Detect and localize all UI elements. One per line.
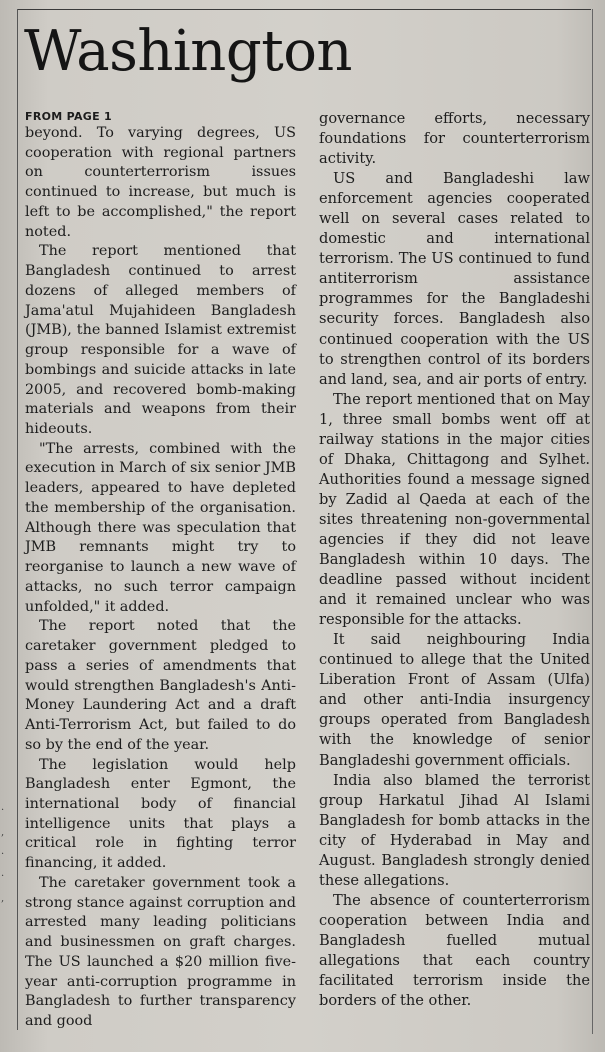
left-paragraph-2: The report mentioned that Bangladesh continued to arrest dozens of alleged members of Jama'atul Mujahideen Bangladesh (JMB), the banned Islamist extremist group responsible for a wave of bombings and suicide attacks in late 2005, and recovered bomb-making materials and weapons from their hideouts.	[25, 243, 296, 438]
headline: Washington	[24, 19, 352, 84]
left-paragraph-3: "The arrests, combined with the execution in March of six senior JMB leaders, appeared to have depleted the membership of the organisation. Although there was speculation that JMB remnants might try to reorganise to launch a new wave of attacks, no such terror campaign unfolded," it added.	[25, 440, 296, 615]
right-paragraph-1: governance efforts, necessary foundations for counterterrorism activity.	[319, 110, 590, 168]
left-column	[25, 108, 296, 1032]
right-edge-rule	[592, 9, 593, 1034]
left-paragraph-6: The caretaker government took a strong stance against corruption and arrested many leading politicians and businessmen on graft charges. The US launched a $20 million five-year anti-corruption programme in Bangladesh to further transparency and good	[25, 874, 296, 1030]
right-paragraph-3: The report mentioned that on May 1, three small bombs went off at railway stations in the major cities of Dhaka, Chittagong and Sylhet. Authorities found a message signed by Zadid al Qaeda at each of the sites threatening non-governmental agencies if they did not leave Bangladesh within 10 days. The deadline passed without incident and it remained unclear who was responsible for the attacks.	[319, 390, 590, 629]
right-paragraph-6: The absence of counterterrorism cooperation between India and Bangladesh fuelled mutual allegations that each country facilitated terrorism inside the borders of the other.	[319, 891, 590, 1010]
right-paragraph-2: US and Bangladeshi law enforcement agencies cooperated well on several cases related to domestic and international terrorism. The US continued to fund antiterrorism assistance programmes for the Bangladeshi security forces. Bangladesh also continued cooperation with the US to strengthen control of its borders and land, sea, and air ports of entry.	[319, 170, 590, 388]
margin-marks: · , · · ,	[1, 805, 5, 904]
left-paragraph-1: beyond. To varying degrees, US cooperation with regional partners on counterterrorism issues continued to increase, but much is left to be accomplished," the report noted.	[25, 125, 296, 240]
left-column-rule	[17, 9, 18, 1030]
right-paragraph-5: India also blamed the terrorist group Harkatul Jihad Al Islami Bangladesh for bomb attacks in the city of Hyderabad in May and August. Bangladesh strongly denied these allegations.	[319, 771, 590, 889]
continuation-label: FROM PAGE 1	[25, 110, 113, 123]
left-paragraph-5: The legislation would help Bangladesh enter Egmont, the international body of financial intelligence units that plays a critical role in fighting terror financing, it added.	[25, 756, 296, 872]
right-column	[319, 109, 590, 1011]
right-paragraph-4: It said neighbouring India continued to allege that the United Liberation Front of Assam (Ulfa) and other anti-India insurgency groups operated from Bangladesh with the knowledge of senior Bangladeshi government officials.	[319, 631, 590, 769]
left-paragraph-4: The report noted that the caretaker government pledged to pass a series of amendments that would strengthen Bangladesh's Anti-Money Laundering Act and a draft Anti-Terrorism Act, but failed to do so by the end of the year.	[25, 618, 296, 753]
top-rule	[18, 9, 591, 10]
